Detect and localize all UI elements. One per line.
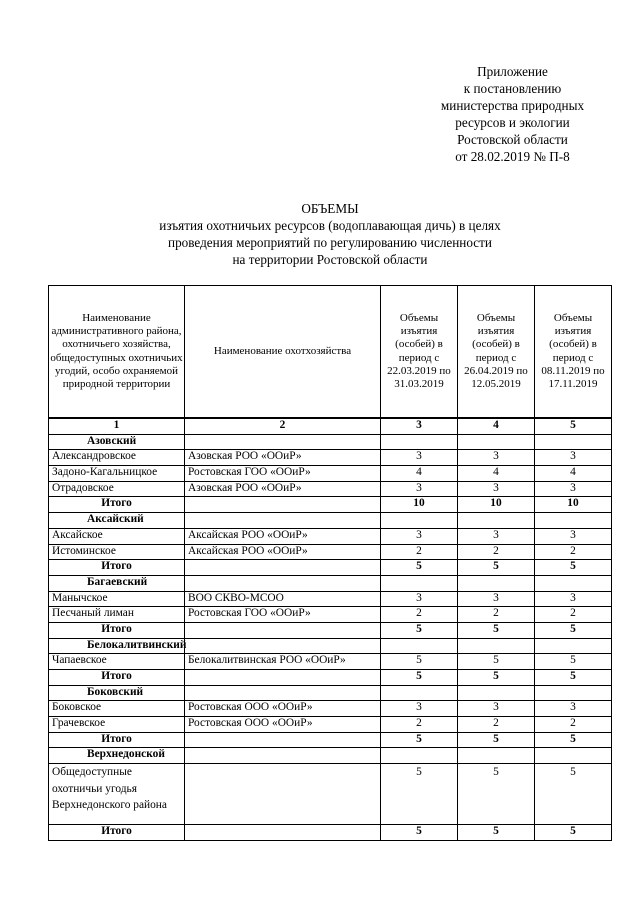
title-line: изъятия охотничьих ресурсов (водоплавающая дичь) в целях <box>159 218 501 233</box>
empty-cell <box>381 434 458 450</box>
empty-cell <box>185 622 381 638</box>
district-name: Верхнедонской <box>49 748 185 764</box>
header-col-2: Наименование охотхозяйства <box>185 286 381 419</box>
total-value: 5 <box>458 622 535 638</box>
empty-cell <box>535 638 612 654</box>
document-title <box>40 200 620 268</box>
total-row <box>49 670 612 686</box>
empty-cell <box>185 497 381 513</box>
table-row <box>49 764 612 825</box>
column-number: 3 <box>381 418 458 434</box>
empty-cell <box>535 434 612 450</box>
value-cell: 3 <box>458 701 535 717</box>
value-cell: 3 <box>458 591 535 607</box>
value-cell: 2 <box>458 607 535 623</box>
value-cell: 2 <box>381 544 458 560</box>
org-cell: Ростовская ГОО «ООиР» <box>185 466 381 482</box>
value-cell: 4 <box>381 466 458 482</box>
empty-cell <box>185 560 381 576</box>
column-number: 4 <box>458 418 535 434</box>
appendix-line: Приложение <box>477 64 548 79</box>
appendix-line: от 28.02.2019 № П-8 <box>455 149 570 164</box>
header-col-4: Объемы изъятия (особей) в период с 26.04.2019 по 12.05.2019 <box>458 286 535 419</box>
header-col-5: Объемы изъятия (особей) в период с 08.11.2019 по 17.11.2019 <box>535 286 612 419</box>
table-row <box>49 654 612 670</box>
header-col-3: Объемы изъятия (особей) в период с 22.03.2019 по 31.03.2019 <box>381 286 458 419</box>
header-col-1: Наименование административного района, охотничьего хозяйства, общедоступных охотничьих угодий, особо охраняемой природной территории <box>49 286 185 419</box>
table-row <box>49 450 612 466</box>
place-cell: Истоминское <box>49 544 185 560</box>
column-number: 5 <box>535 418 612 434</box>
district-header-row <box>49 685 612 701</box>
total-value: 5 <box>535 732 612 748</box>
value-cell: 3 <box>535 528 612 544</box>
column-number-row <box>49 418 612 434</box>
empty-cell <box>458 638 535 654</box>
value-cell: 5 <box>535 654 612 670</box>
empty-cell <box>458 685 535 701</box>
empty-cell <box>535 748 612 764</box>
district-header-row <box>49 748 612 764</box>
empty-cell <box>185 732 381 748</box>
total-row <box>49 560 612 576</box>
total-label: Итого <box>49 622 185 638</box>
empty-cell <box>381 513 458 529</box>
empty-cell <box>458 434 535 450</box>
empty-cell <box>458 575 535 591</box>
place-cell: Аксайское <box>49 528 185 544</box>
value-cell: 2 <box>458 717 535 733</box>
district-header-row <box>49 575 612 591</box>
total-label: Итого <box>49 497 185 513</box>
district-name: Аксайский <box>49 513 185 529</box>
value-cell: 2 <box>535 717 612 733</box>
district-header-row <box>49 434 612 450</box>
value-cell: 2 <box>535 544 612 560</box>
value-cell: 3 <box>381 528 458 544</box>
value-cell: 3 <box>458 450 535 466</box>
volumes-table <box>48 285 612 841</box>
place-cell: Общедоступные охотничьи угодья Верхнедонского района <box>49 764 185 825</box>
total-value: 5 <box>381 670 458 686</box>
empty-cell <box>381 685 458 701</box>
table-row <box>49 466 612 482</box>
district-header-row <box>49 638 612 654</box>
empty-cell <box>381 748 458 764</box>
total-value: 5 <box>458 670 535 686</box>
appendix-line: к постановлению <box>463 81 562 96</box>
value-cell: 4 <box>458 466 535 482</box>
total-row <box>49 825 612 841</box>
value-cell: 4 <box>535 466 612 482</box>
title-line: на территории Ростовской области <box>232 252 428 267</box>
value-cell: 2 <box>381 717 458 733</box>
table-row <box>49 607 612 623</box>
table-row <box>49 717 612 733</box>
empty-cell <box>535 575 612 591</box>
value-cell: 5 <box>381 654 458 670</box>
place-cell: Задоно-Кагальницкое <box>49 466 185 482</box>
org-cell: Аксайская РОО «ООиР» <box>185 544 381 560</box>
org-cell: Ростовская ООО «ООиР» <box>185 717 381 733</box>
table-row <box>49 528 612 544</box>
place-cell: Песчаный лиман <box>49 607 185 623</box>
table-row <box>49 591 612 607</box>
org-cell: Аксайская РОО «ООиР» <box>185 528 381 544</box>
empty-cell <box>185 513 381 529</box>
value-cell: 5 <box>535 764 612 825</box>
total-value: 5 <box>381 560 458 576</box>
value-cell: 5 <box>458 654 535 670</box>
empty-cell <box>458 513 535 529</box>
org-cell: Азовская РОО «ООиР» <box>185 450 381 466</box>
table-row <box>49 481 612 497</box>
total-row <box>49 497 612 513</box>
value-cell: 5 <box>458 764 535 825</box>
empty-cell <box>535 685 612 701</box>
org-cell: Азовская РОО «ООиР» <box>185 481 381 497</box>
title-heading: ОБЪЕМЫ <box>301 201 359 216</box>
value-cell: 3 <box>535 450 612 466</box>
value-cell: 3 <box>381 591 458 607</box>
empty-cell <box>185 638 381 654</box>
appendix-line: Ростовской области <box>457 132 568 147</box>
empty-cell <box>185 434 381 450</box>
total-row <box>49 622 612 638</box>
district-name: Боковский <box>49 685 185 701</box>
table-row <box>49 701 612 717</box>
total-value: 5 <box>535 622 612 638</box>
appendix-line: министерства природных <box>440 98 585 113</box>
value-cell: 3 <box>381 481 458 497</box>
org-cell: Ростовская ГОО «ООиР» <box>185 607 381 623</box>
empty-cell <box>535 513 612 529</box>
value-cell: 3 <box>381 450 458 466</box>
total-value: 5 <box>535 560 612 576</box>
total-value: 5 <box>381 732 458 748</box>
total-value: 5 <box>458 732 535 748</box>
table-row <box>49 544 612 560</box>
place-cell: Александровское <box>49 450 185 466</box>
empty-cell <box>185 825 381 841</box>
empty-cell <box>185 575 381 591</box>
total-value: 10 <box>535 497 612 513</box>
total-value: 5 <box>535 825 612 841</box>
org-cell <box>185 764 381 825</box>
value-cell: 3 <box>535 481 612 497</box>
value-cell: 3 <box>458 481 535 497</box>
total-row <box>49 732 612 748</box>
district-header-row <box>49 513 612 529</box>
value-cell: 3 <box>381 701 458 717</box>
title-line: проведения мероприятий по регулированию численности <box>168 235 492 250</box>
empty-cell <box>185 685 381 701</box>
value-cell: 5 <box>381 764 458 825</box>
place-cell: Чапаевское <box>49 654 185 670</box>
empty-cell <box>185 670 381 686</box>
district-name: Багаевский <box>49 575 185 591</box>
total-value: 10 <box>458 497 535 513</box>
place-cell: Отрадовское <box>49 481 185 497</box>
appendix-line: ресурсов и экологии <box>455 115 570 130</box>
total-label: Итого <box>49 732 185 748</box>
value-cell: 3 <box>535 591 612 607</box>
total-value: 5 <box>458 560 535 576</box>
value-cell: 3 <box>535 701 612 717</box>
total-value: 10 <box>381 497 458 513</box>
value-cell: 3 <box>458 528 535 544</box>
value-cell: 2 <box>458 544 535 560</box>
empty-cell <box>185 748 381 764</box>
table-header-row <box>49 286 612 419</box>
org-cell: Ростовская ООО «ООиР» <box>185 701 381 717</box>
value-cell: 2 <box>381 607 458 623</box>
place-cell: Боковское <box>49 701 185 717</box>
total-value: 5 <box>381 825 458 841</box>
district-name: Белокалитвинский <box>49 638 185 654</box>
org-cell: Белокалитвинская РОО «ООиР» <box>185 654 381 670</box>
column-number: 2 <box>185 418 381 434</box>
appendix-block <box>400 63 625 165</box>
total-value: 5 <box>535 670 612 686</box>
value-cell: 2 <box>535 607 612 623</box>
empty-cell <box>381 638 458 654</box>
column-number: 1 <box>49 418 185 434</box>
place-cell: Грачевское <box>49 717 185 733</box>
total-value: 5 <box>458 825 535 841</box>
district-name: Азовский <box>49 434 185 450</box>
empty-cell <box>381 575 458 591</box>
place-cell: Манычское <box>49 591 185 607</box>
total-value: 5 <box>381 622 458 638</box>
total-label: Итого <box>49 560 185 576</box>
total-label: Итого <box>49 670 185 686</box>
org-cell: ВОО СКВО-МСОО <box>185 591 381 607</box>
empty-cell <box>458 748 535 764</box>
total-label: Итого <box>49 825 185 841</box>
